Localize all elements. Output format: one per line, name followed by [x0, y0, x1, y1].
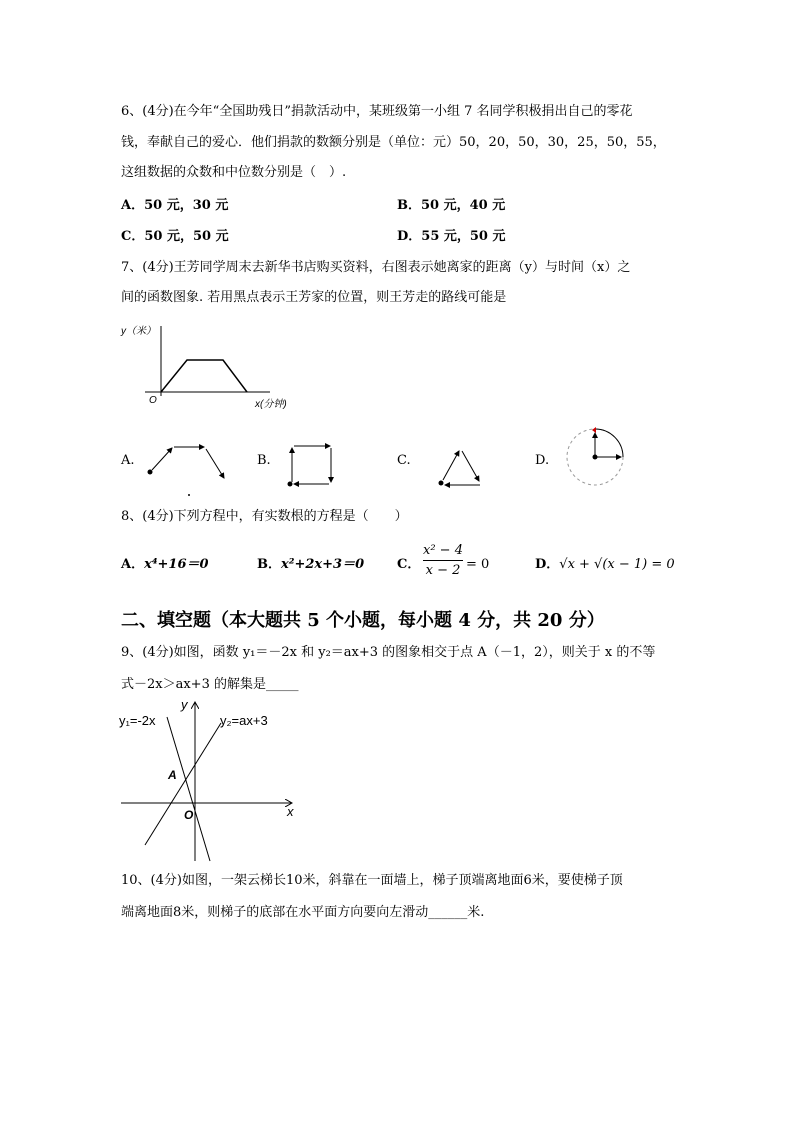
q7-option-a-label[interactable]: A.: [121, 453, 135, 468]
q7-y-label: y（米）: [121, 326, 156, 337]
q9-x-label: x: [287, 804, 294, 819]
q8-option-c-denominator: x − 2: [425, 563, 461, 578]
section-2-title: 二、填空题（本大题共 5 个小题，每小题 4 分，共 20 分）: [121, 610, 605, 631]
home-dot-icon: [593, 455, 598, 460]
q7-option-b-route[interactable]: [280, 438, 340, 490]
q9-y-label: y: [181, 697, 188, 712]
q9-line2: 式－2x＞ax+3 的解集是_____: [121, 677, 299, 692]
q7-option-d-route[interactable]: [565, 425, 629, 489]
q6-line3: 这组数据的众数和中位数分别是（ ）.: [121, 165, 347, 180]
q6-option-b[interactable]: B．50 元，40 元: [397, 198, 506, 213]
q7-line1: 7、(4分)王芳同学周末去新华书店购买资料，右图表示她离家的距离（y）与时间（x）之: [121, 260, 631, 275]
q7-option-a-route[interactable]: [140, 438, 240, 498]
q7-option-c-label[interactable]: C.: [397, 453, 411, 468]
q6-line1: 6、(4分)在今年“全国助残日”捐款活动中，某班级第一小组 7 名同学积极捐出自己的零花: [121, 104, 633, 119]
q6-line2: 钱，奉献自己的爱心．他们捐款的数额分别是（单位：元）50，20，50，30，25，50，55，: [121, 135, 666, 150]
q7-line2: 间的函数图象. 若用黑点表示王芳家的位置，则王芳走的路线可能是: [121, 290, 507, 305]
q8-option-c[interactable]: [397, 556, 420, 574]
q9-point-a: A: [168, 768, 177, 782]
home-dot-icon: [288, 482, 293, 487]
q8-option-b-equation: x²+2x+3＝0: [281, 557, 365, 572]
q7-option-c-route[interactable]: [425, 443, 495, 491]
q9-origin: O: [184, 808, 194, 822]
q8-option-b-letter: B．: [257, 557, 281, 572]
q10-line1: 10、(4分)如图，一架云梯长10米，斜靠在一面墙上，梯子顶端离地面6米，要使梯子顶: [121, 873, 623, 888]
home-dot-icon: [148, 470, 153, 475]
q6-option-c[interactable]: C．50 元，50 元: [121, 229, 229, 244]
q8-option-c-letter: C．: [397, 557, 421, 572]
home-dot-icon: [439, 481, 444, 486]
q8-option-d-letter: D．: [535, 557, 560, 572]
q6-option-a[interactable]: A．50 元，30 元: [121, 198, 229, 213]
q6-option-d[interactable]: D．55 元，50 元: [397, 229, 506, 244]
q8-line1: 8、(4分)下列方程中，有实数根的方程是（ ）: [121, 509, 408, 524]
q9-label-y1: y₁=-2x: [119, 713, 156, 728]
q7-x-label: x(分钟): [255, 399, 287, 410]
q9-label-y2: y₂=ax+3: [220, 713, 268, 728]
q8-option-a-letter: A．: [121, 557, 145, 572]
q9-line1: 9、(4分)如图，函数 y₁＝－2x 和 y₂＝ax+3 的图象相交于点 A（－1，2），则关于 x 的不等: [121, 645, 656, 660]
q7-option-d-label[interactable]: D.: [535, 453, 550, 468]
q7-option-b-label[interactable]: B.: [257, 453, 271, 468]
q9-line-y1: [167, 717, 210, 861]
q8-option-c-rhs: = 0: [466, 557, 490, 572]
q8-option-a[interactable]: [121, 556, 209, 574]
q7-graph-line: [161, 360, 247, 392]
q8-option-c-numerator: x² − 4: [423, 543, 463, 561]
q9-line-y2: [145, 723, 221, 845]
q10-line2: 端离地面8米，则梯子的底部在水平面方向要向左滑动______米.: [121, 905, 485, 920]
q8-option-a-equation: x⁴+16＝0: [144, 557, 209, 572]
q8-option-d[interactable]: [535, 556, 675, 574]
q8-option-d-equation: √x + √(x − 1) = 0: [559, 557, 675, 572]
q7-origin: O: [149, 395, 157, 406]
q8-option-b[interactable]: [257, 556, 364, 574]
q9-function-graph: [115, 695, 305, 865]
q7-distance-time-graph: [115, 318, 315, 418]
